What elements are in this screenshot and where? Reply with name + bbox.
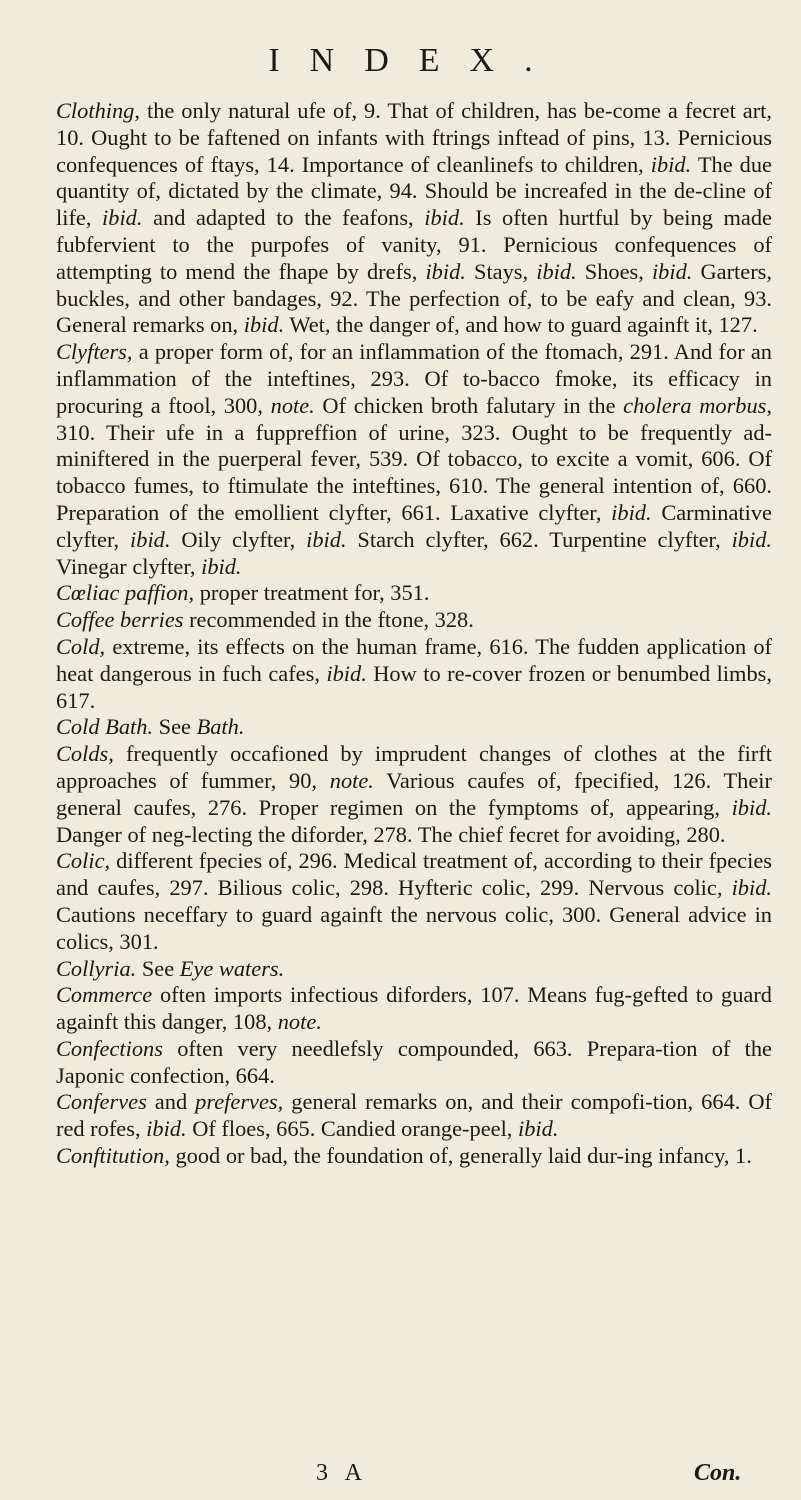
entry-italic-text: ibid. [326, 660, 367, 686]
entry-italic-text: ibid. [611, 499, 652, 525]
entry-headword: Colic, [56, 848, 111, 874]
entry-headword: Conftitution, [56, 1143, 170, 1169]
index-entry [56, 1036, 772, 1090]
entry-text: Of chicken broth falutary in the [314, 392, 624, 418]
entry-text: Various caufes of, fpecified, 126. Their general caufes, 276. Proper regimen on the fymptoms of, appearing, [56, 767, 772, 820]
entry-text: Garters, buckles, and other bandages, 92. The perfection of, to be eafy and clean, 93. General remarks on, [56, 258, 772, 338]
entry-text: Starch clyfter, 662. Turpentine clyfter, [346, 526, 732, 552]
index-entry [56, 607, 772, 634]
entry-italic-text: note. [270, 392, 315, 418]
entry-text: Carminative clyfter, [56, 499, 772, 552]
entry-text: Oily clyfter, [170, 526, 307, 552]
entry-headword: Cold, [56, 633, 106, 659]
index-entry [56, 580, 772, 607]
entry-headword: Confections [56, 1035, 163, 1061]
signature-mark: 3 A [316, 1460, 369, 1486]
entry-text: general remarks on, and their compofi-tion, 664. Of red rofes, [56, 1089, 772, 1142]
entry-italic-text: ibid. [146, 1116, 187, 1142]
entry-italic-text: ibid. [731, 875, 772, 901]
entry-italic-text: note. [329, 767, 374, 793]
entry-text: Stays, [465, 258, 537, 284]
entry-headword: Cœliac paffion, [56, 580, 195, 606]
entry-text: and adapted to the feafons, [142, 205, 425, 231]
page-footer [0, 1460, 801, 1490]
entry-italic-text: ibid. [536, 258, 577, 284]
index-entry [56, 634, 772, 714]
entry-text: Cautions neceffary to guard againft the nervous colic, 300. General advice in colics, 301. [56, 901, 772, 954]
entry-headword: Coffee berries [56, 607, 184, 633]
entry-italic-text: ibid. [424, 205, 465, 231]
entry-italic-text: ibid. [651, 258, 693, 284]
entry-headword: Collyria. [56, 955, 137, 981]
entry-italic-text: ibid. [425, 258, 466, 284]
entry-italic-text: preferves, [195, 1089, 284, 1115]
catchword: Con. [694, 1460, 742, 1486]
entry-italic-text: ibid. [130, 526, 171, 552]
entry-italic-text: ibid. [201, 553, 242, 579]
entry-text: a proper form of, for an inflammation of the ftomach, 291. And for an inflammation of the inteftines, 293. Of to-bacco fmoke, its efficacy in procuring a ftool, 300, [56, 339, 772, 418]
entry-headword: Clyfters, [56, 339, 133, 365]
entry-italic-text: Bath. [196, 714, 245, 740]
entry-italic-text: ibid. [731, 526, 773, 552]
entry-italic-text: note. [277, 1009, 322, 1035]
index-entry [56, 98, 772, 339]
entry-italic-text: ibid. [518, 1116, 559, 1142]
entry-text: Shoes, [576, 258, 652, 284]
entry-italic-text: Eye waters. [179, 955, 285, 981]
entry-text: 310. Their ufe in a fuppreffion of urine, 323. Ought to be frequently ad-miniftered in the puerperal fever, 539. Of tobacco, to excite a vomit, 606. Of tobacco fumes, to ftimulate the inteftines, 610. The general intention of, 660. Preparation of the emollient clyfter, 661. Laxative clyfter, [56, 419, 772, 525]
entry-text: and [146, 1089, 196, 1115]
index-entry [56, 956, 772, 983]
index-entry [56, 1089, 772, 1143]
entry-headword: Conferves [56, 1089, 147, 1115]
entry-italic-text: cholera morbus, [623, 392, 772, 418]
running-head: INDEX. [268, 42, 563, 79]
entry-headword: Clothing, [56, 98, 140, 123]
entry-text: the only natural ufe of, 9. That of children, has be-come a fecret art, 10. Ought to be faftened on infants with ftrings inftead of pins, 13. Pernicious confequences of ftays, 14. Importance of cleanlinefs to children, [56, 98, 772, 177]
entry-italic-text: ibid. [102, 205, 143, 231]
entry-italic-text: ibid. [243, 312, 285, 338]
entry-text: Danger of neg-lecting the diforder, 278. The chief fecret for avoiding, 280. [56, 821, 726, 847]
entry-headword: Cold Bath. [56, 714, 154, 740]
entry-text: See [153, 714, 197, 740]
entry-text: different fpecies of, 296. Medical treatment of, according to their fpecies and caufes, 297. Bilious colic, 298. Hyfteric colic, 299. Nervous colic, [56, 848, 772, 901]
entry-italic-text: ibid. [731, 794, 772, 820]
index-entry [56, 1143, 772, 1170]
entry-text: See [136, 955, 180, 981]
entry-text: Of floes, 665. Candied orange-peel, [186, 1116, 518, 1142]
entry-text: often imports infectious diforders, 107. Means fug-gefted to guard againft this danger, 108, [56, 982, 772, 1035]
entry-text: Vinegar clyfter, [56, 553, 202, 579]
entry-text: Is often hurtful by being made fubfervient to the purpofes of vanity, 91. Pernicious confequences of attempting to mend the fhape by drefs, [56, 205, 772, 284]
entry-text: often very needlefsly compounded, 663. Prepara-tion of the Japonic confection, 664. [56, 1035, 772, 1088]
entry-headword: Colds, [56, 741, 114, 767]
entry-text: Wet, the danger of, and how to guard againft it, 127. [284, 312, 758, 338]
entry-italic-text: ibid. [650, 151, 692, 177]
entry-text: good or bad, the foundation of, generally laid dur-ing infancy, 1. [169, 1143, 752, 1169]
entry-text: frequently occafioned by imprudent changes of clothes at the firft approaches of fummer, 90, [56, 741, 772, 793]
index-entry [56, 848, 772, 955]
entry-text: proper treatment for, 351. [194, 580, 430, 606]
entry-text: recommended in the ftone, 328. [183, 607, 474, 633]
entry-headword: Commerce [56, 982, 153, 1008]
index-entry [56, 339, 772, 580]
entry-text: extreme, its effects on the human frame, 616. The fudden application of heat dangerous in fuch cafes, [56, 633, 772, 686]
index-entry [56, 714, 772, 741]
entry-text: The due quantity of, dictated by the climate, 94. Should be increafed in the de-cline of life, [56, 151, 772, 231]
index-entry [56, 982, 772, 1036]
index-body [56, 98, 772, 1170]
entry-italic-text: ibid. [306, 526, 347, 552]
index-entry [56, 741, 772, 848]
entry-text: How to re-cover frozen or benumbed limbs, 617. [56, 660, 772, 713]
